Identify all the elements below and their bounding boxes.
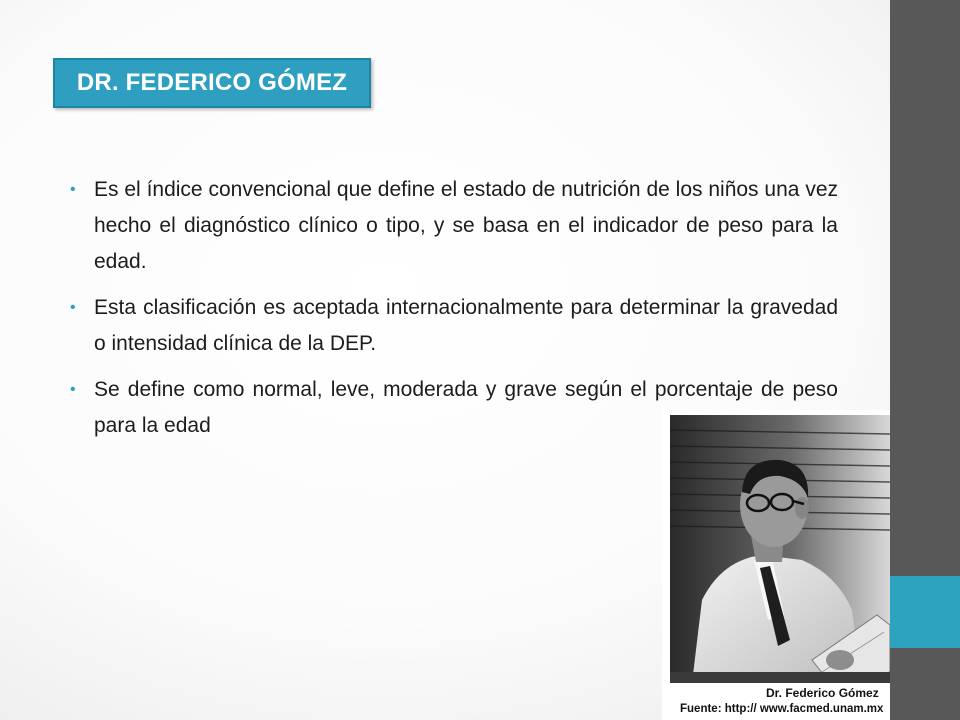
photo-source-url: http:// www.facmed.unam.mx [724,703,884,715]
bullet-marker: • [70,181,76,198]
right-sidebar-accent [890,576,960,648]
bullet-marker: • [70,299,76,316]
bullet-text: Se define como normal, leve, moderada y grave según el porcentaje de peso para la edad [94,378,838,437]
bullet-marker: • [70,381,76,398]
photo-source-label: Fuente: [680,703,722,715]
portrait-image [662,410,890,720]
bullet-item [70,290,838,362]
slide-title: DR. FEDERICO GÓMEZ [76,69,348,96]
bullet-item [70,172,838,280]
photo-caption-source [680,703,883,715]
photo-caption-name: Dr. Federico Gómez [766,686,879,700]
table-edge [670,672,890,683]
bullet-text: Es el índice convencional que define el estado de nutrición de los niños una vez hecho el diagnóstico clínico o tipo, y se basa en el indicador de peso para la edad. [94,178,838,273]
title-box [53,58,371,108]
portrait-photo [662,410,890,720]
bullet-text: Esta clasificación es aceptada internacionalmente para determinar la gravedad o intensidad clínica de la DEP. [94,296,838,355]
